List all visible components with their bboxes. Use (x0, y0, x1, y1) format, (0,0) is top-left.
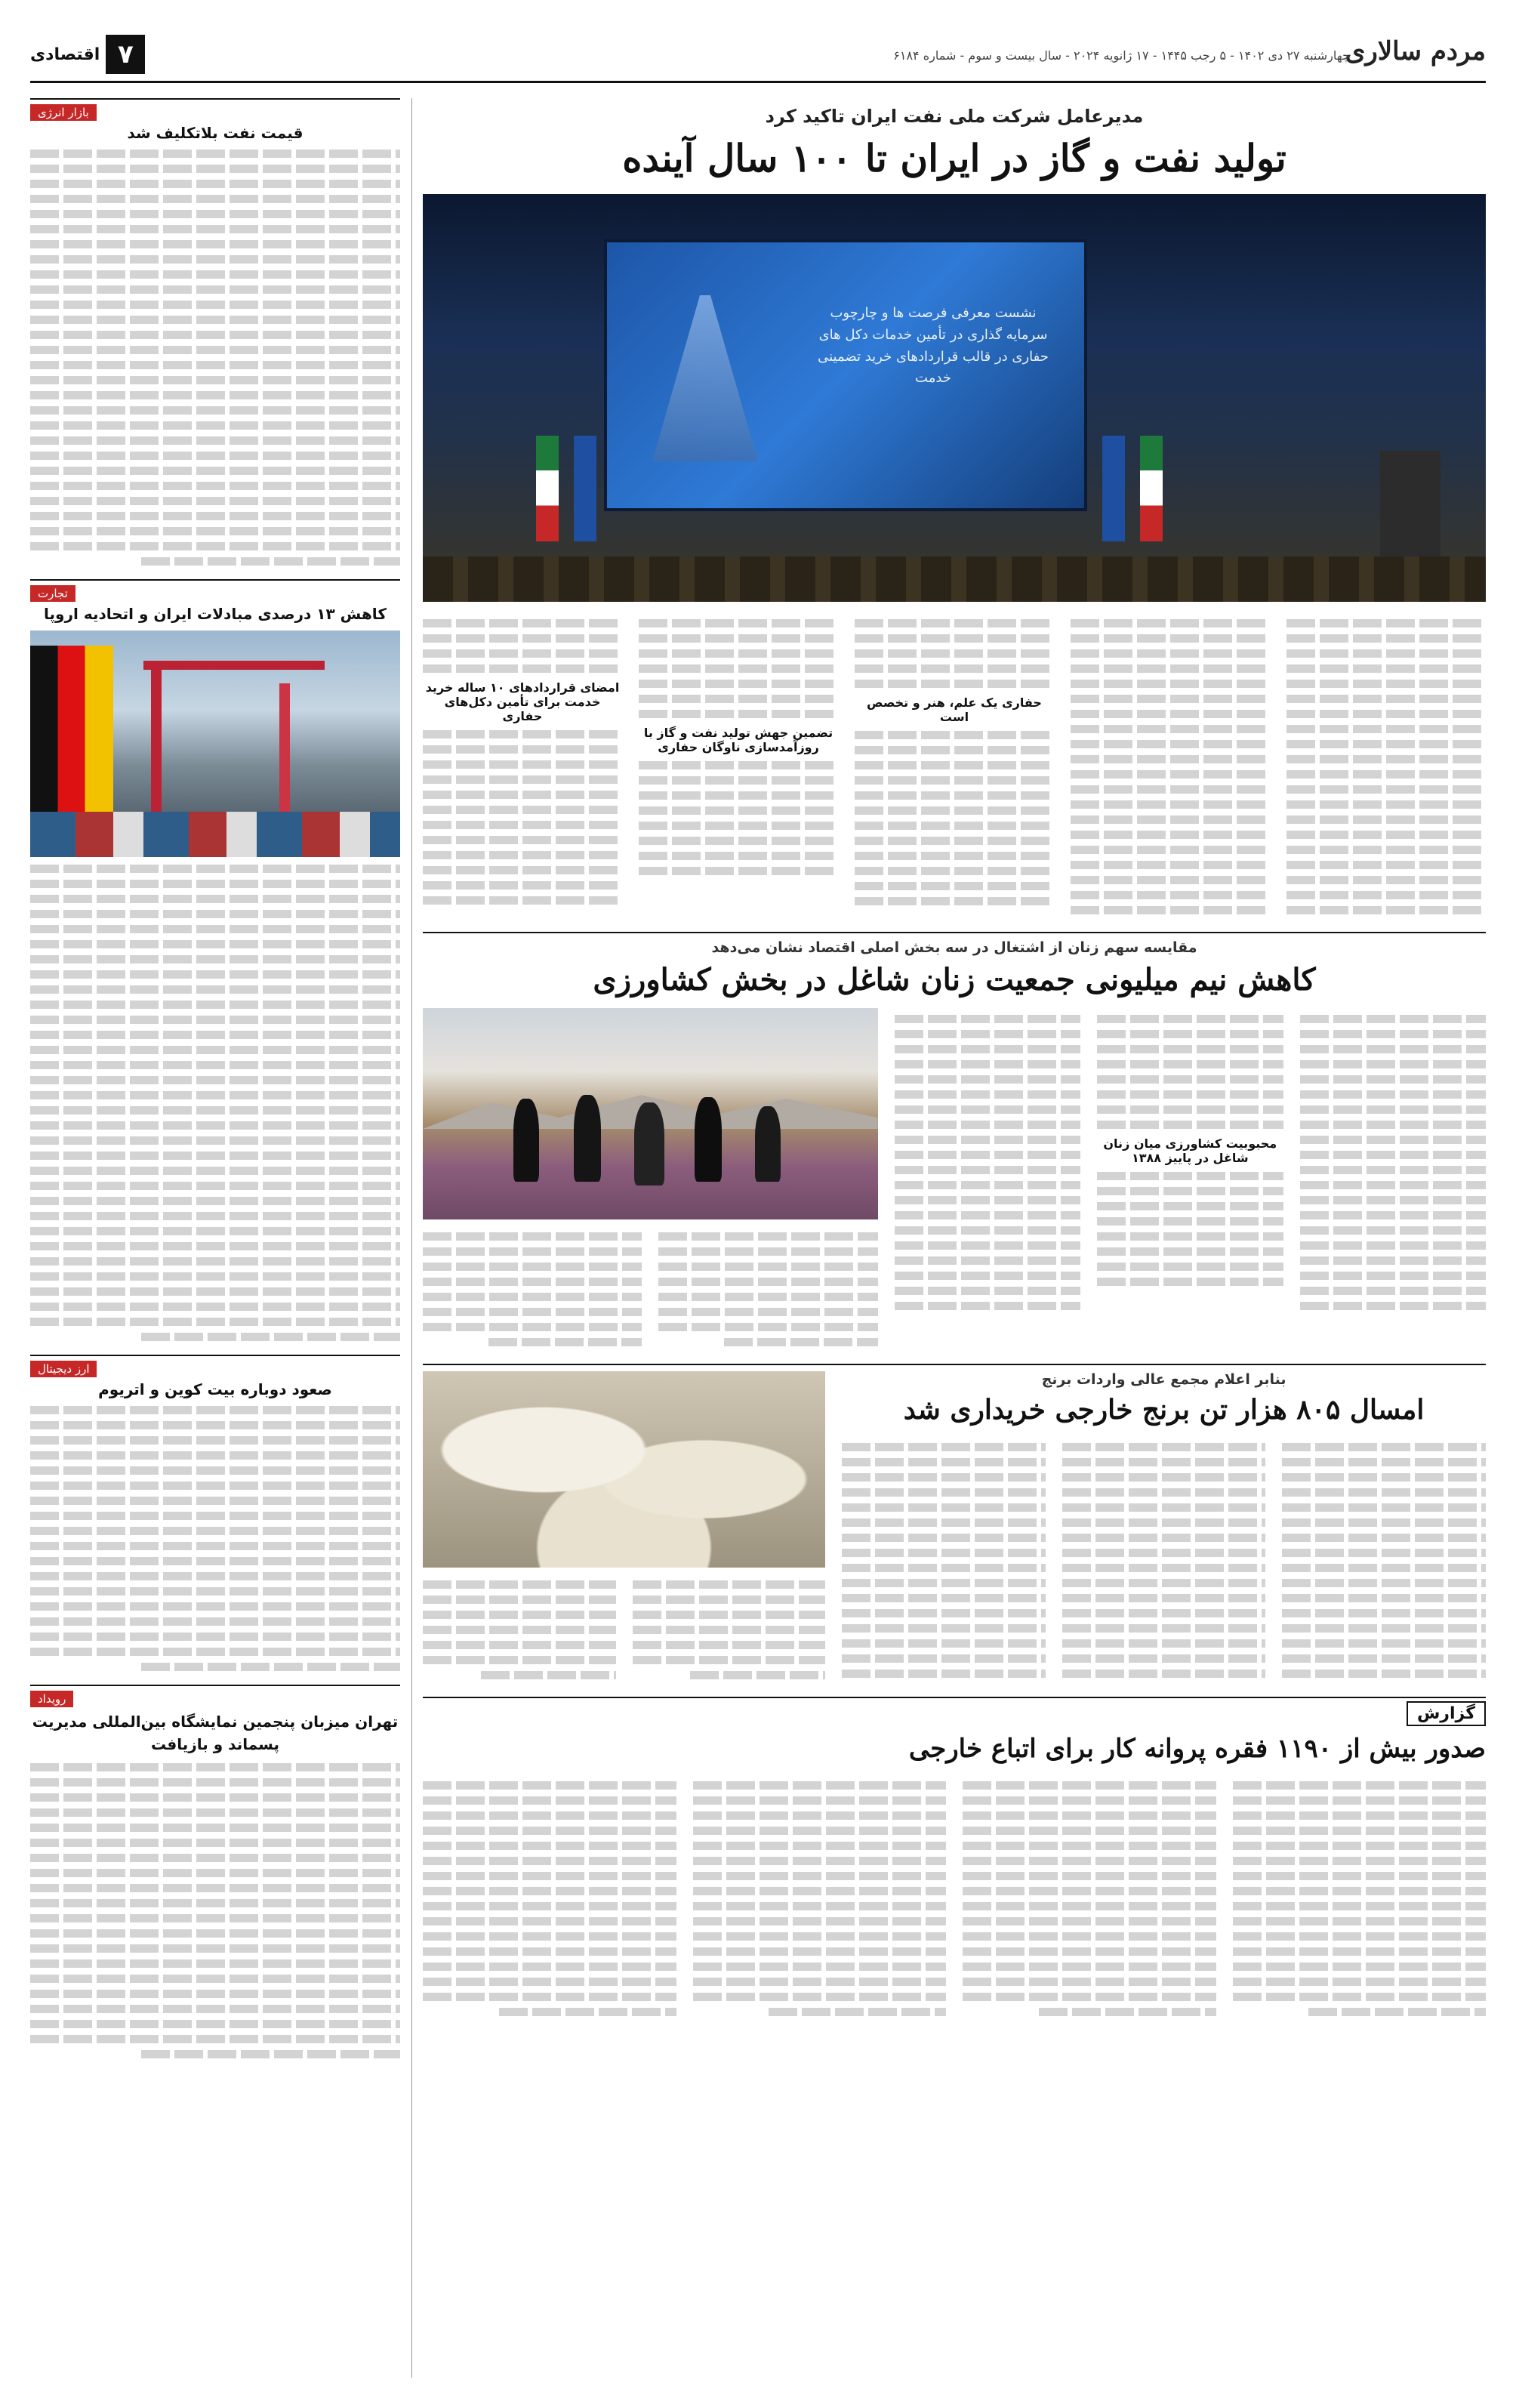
lead-kicker: مدیرعامل شرکت ملی نفت ایران تاکید کرد (765, 106, 1144, 127)
section-badge (30, 35, 145, 74)
speaker-podium (1380, 451, 1441, 572)
brief-title: کاهش ۱۳ درصدی مبادلات ایران و اتحادیه اروپا (44, 605, 387, 623)
page-number: ۷ (106, 35, 145, 74)
category-tag: رویداد (30, 1691, 73, 1707)
lead-subhead: امضای قراردادهای ۱۰ ساله خرید خدمت برای تأمین دکل‌های حفاری (425, 680, 620, 723)
main-content (423, 98, 1486, 2378)
women-farmers-photo (423, 1008, 878, 1219)
lead-story (423, 106, 1486, 921)
lead-subhead: تضمین جهش تولید نفت و گاز با روزآمدسازی ناوگان حفاری (643, 726, 833, 754)
brief-body (30, 150, 400, 566)
lead-headline: تولید نفت و گاز در ایران تا ۱۰۰ سال آینده (622, 136, 1286, 180)
news-brief-crypto (30, 1355, 400, 1671)
sidebar (30, 98, 400, 2378)
story-kicker: مقایسه سهم زنان از اشتغال در سه بخش اصلی اقتصاد نشان می‌دهد (711, 939, 1197, 956)
brief-title: تهران میزبان پنجمین نمایشگاه بین‌المللی مدیریت پسماند و بازیافت (32, 1713, 399, 1753)
category-tag: بازار انرژی (30, 104, 97, 121)
news-brief-event (30, 1685, 400, 2058)
lead-body-columns (423, 612, 1486, 921)
rice-import-story (423, 1364, 1486, 1686)
brief-title: قیمت نفت بلاتکلیف شد (127, 124, 304, 142)
port-cranes-photo (30, 631, 400, 857)
page-header (30, 30, 1486, 83)
presentation-screen (604, 239, 1087, 511)
dateline: چهارشنبه ۲۷ دی ۱۴۰۲ - ۵ رجب ۱۴۴۵ - ۱۷ ژانویه ۲۰۲۴ - سال بیست و سوم - شماره ۶۱۸۴ (893, 48, 1350, 63)
news-brief-trade (30, 579, 400, 1341)
masthead-logo: مردم سالاری (1345, 36, 1486, 66)
column-divider (411, 98, 412, 2378)
brief-title: صعود دوباره بیت کوین و اتریوم (98, 1380, 332, 1398)
lead-subhead: حفاری یک علم، هنر و تخصص است (867, 695, 1042, 724)
screen-caption: نشست معرفی فرصت ها و چارچوب سرمایه گذاری در تأمین خدمات دکل های حفاری در قالب قراردادهای خرید تضمینی خدمت (818, 305, 1049, 387)
story-headline: کاهش نیم میلیونی جمعیت زنان شاغل در بخش کشاورزی (593, 962, 1316, 997)
story-subhead: محبوبیت کشاورزی میان زنان شاغل در پاییز ۱۳۸۸ (1103, 1136, 1277, 1165)
rice-sacks-photo (423, 1371, 825, 1568)
brief-body (30, 865, 400, 1341)
report-headline: صدور بیش از ۱۱۹۰ فقره پروانه کار برای اتباع خارجی (908, 1734, 1486, 1764)
brief-body (30, 1406, 400, 1671)
brief-body (30, 1763, 400, 2058)
story-headline: امسال ۸۰۵ هزار تن برنج خارجی خریداری شد (903, 1394, 1425, 1426)
report-tag: گزارش (1407, 1701, 1486, 1726)
section-label: اقتصادی (30, 45, 100, 64)
story-kicker: بنابر اعلام مجمع عالی واردات برنج (1041, 1371, 1286, 1388)
conference-photo (423, 194, 1486, 602)
news-brief-oil (30, 98, 400, 566)
report-section (423, 1697, 1486, 2023)
category-tag: تجارت (30, 585, 75, 602)
category-tag: ارز دیجیتال (30, 1361, 97, 1377)
women-employment-story (423, 932, 1486, 1353)
